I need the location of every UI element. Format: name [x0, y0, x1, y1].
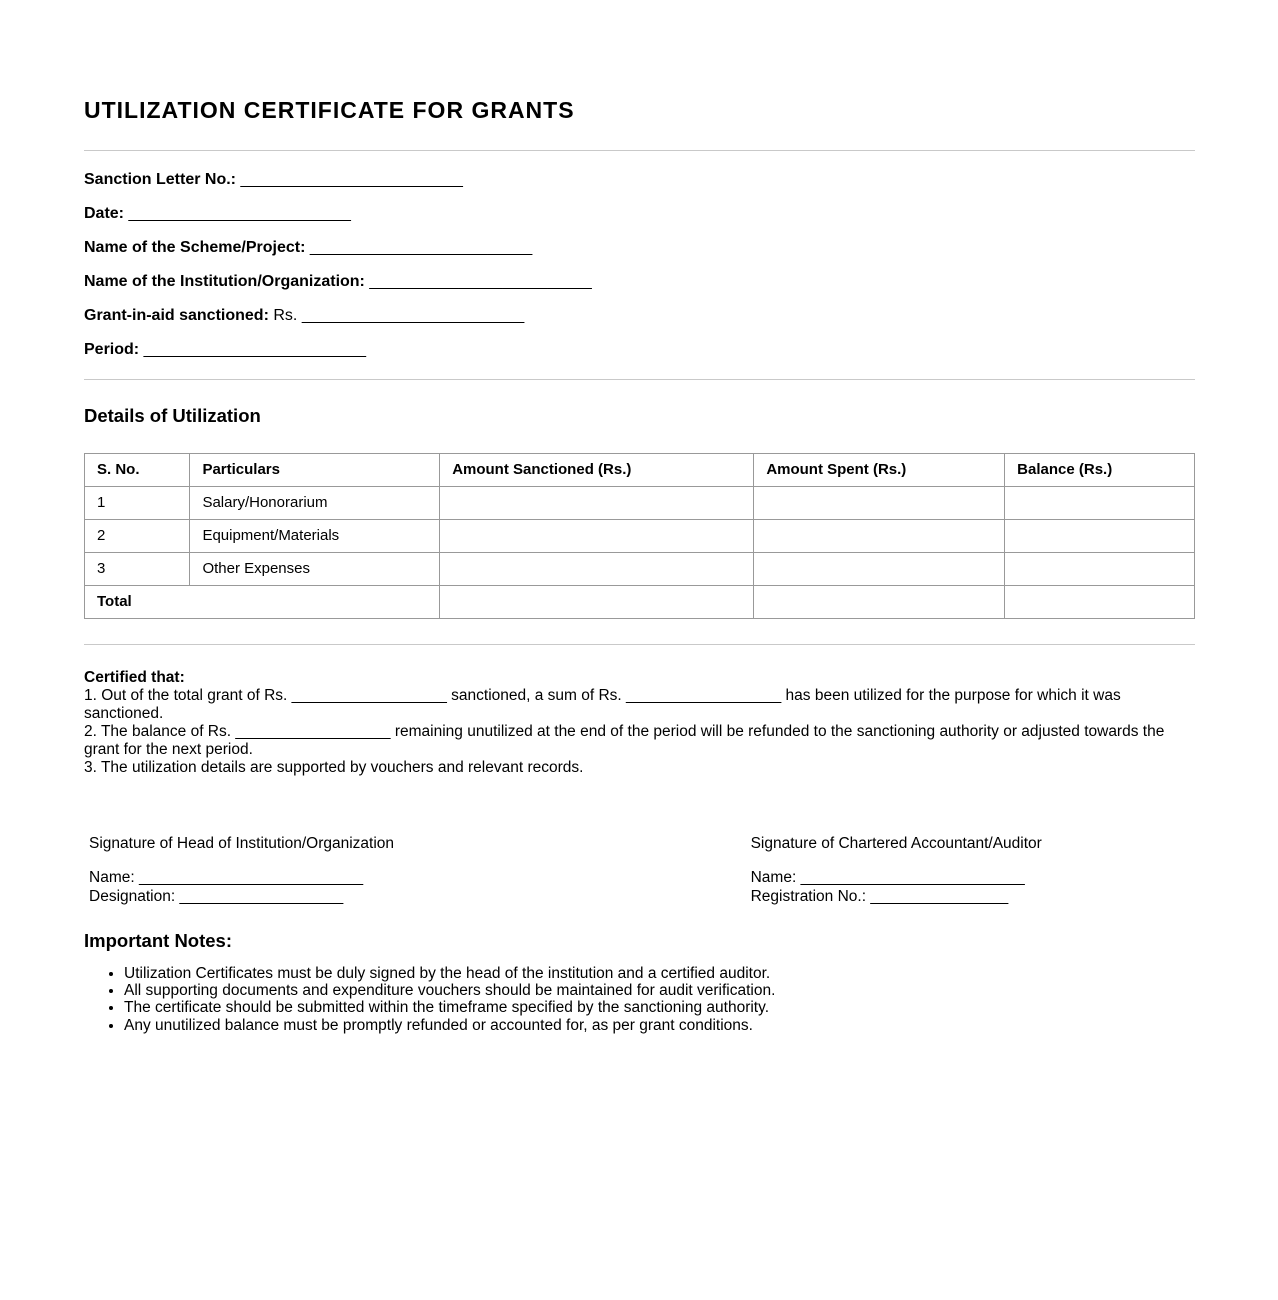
field-label: Registration No.:	[750, 887, 867, 905]
note-item: • All supporting documents and expenditure vouchers should be maintained for audit verification.	[124, 982, 1195, 999]
page-title: UTILIZATION CERTIFICATE FOR GRANTS	[84, 97, 575, 123]
clause-text: sanctioned, a sum of Rs.	[451, 686, 622, 704]
field-label: Name of the Institution/Organization:	[84, 272, 365, 290]
note-item: • The certificate should be submitted within the timeframe specified by the sanctioning authority.	[124, 999, 1195, 1016]
form-field-date	[84, 205, 1195, 223]
field-label: Sanction Letter No.:	[84, 170, 237, 188]
cell-amount-spent	[754, 486, 1005, 519]
cell-particulars: Salary/Honorarium	[190, 486, 440, 519]
col-header-amount-spent: Amount Spent (Rs.)	[754, 453, 1005, 486]
cell-particulars: Equipment/Materials	[190, 519, 440, 552]
col-header-amount-sanctioned: Amount Sanctioned (Rs.)	[440, 453, 754, 486]
table-total-row	[85, 585, 1195, 618]
clause-text: has been utilized for the purpose for which it was sanctioned.	[84, 686, 1121, 722]
blank-line: _________________________	[301, 306, 525, 324]
cell-amount-sanctioned	[440, 486, 754, 519]
signature-field-name	[89, 868, 751, 887]
cell-particulars: Other Expenses	[190, 552, 440, 585]
utilization-table	[84, 453, 1195, 619]
cell-amount-spent	[754, 552, 1005, 585]
blank-line: __________________________	[138, 868, 364, 886]
form-field-period	[84, 341, 1195, 359]
note-item: • Any unutilized balance must be promptly refunded or accounted for, as per grant conditions.	[124, 1017, 1195, 1034]
cell-sno: 3	[85, 552, 190, 585]
certification-section	[84, 669, 1195, 777]
blank-line: __________________________	[800, 868, 1025, 886]
blank-line: _________________________	[128, 204, 351, 222]
field-label: Date:	[84, 204, 125, 222]
signature-title: Signature of Chartered Accountant/Auditor	[750, 834, 1042, 852]
table-header-row	[85, 453, 1195, 486]
signature-field-designation	[89, 887, 751, 906]
col-header-particulars: Particulars	[190, 453, 440, 486]
important-notes-list	[84, 965, 1195, 1034]
field-prefix: Rs.	[273, 306, 298, 324]
cell-sno: 1	[85, 486, 190, 519]
table-row	[85, 552, 1195, 585]
total-label: Total	[97, 592, 132, 610]
blank-line: __________________	[235, 722, 391, 740]
clause-text: remaining unutilized at the end of the period will be refunded to the sanctioning authority or adjusted towards the grant for the next period.	[84, 722, 1165, 758]
blank-line: __________________	[291, 686, 447, 704]
form-field-grant-in-aid	[84, 307, 1195, 325]
field-label: Name:	[89, 868, 135, 886]
signature-section	[84, 835, 1195, 906]
cell-balance	[1005, 552, 1195, 585]
clause-text: 2. The balance of Rs.	[84, 722, 232, 740]
signature-block-chartered-accountant	[751, 835, 1195, 906]
signature-field-name	[751, 868, 1195, 887]
form-field-institution-organization	[84, 273, 1195, 291]
certification-clause-2	[84, 723, 1195, 759]
divider	[84, 150, 1195, 151]
blank-line: ________________	[870, 887, 1009, 905]
cell-amount-sanctioned	[440, 552, 754, 585]
field-label: Name of the Scheme/Project:	[84, 238, 306, 256]
cell-amount-spent	[754, 519, 1005, 552]
cell-total-sanctioned	[440, 585, 754, 618]
blank-line: ___________________	[179, 887, 344, 905]
certification-clause-3: 3. The utilization details are supported by vouchers and relevant records.	[84, 758, 584, 776]
cell-total-spent	[754, 585, 1005, 618]
col-header-balance: Balance (Rs.)	[1005, 453, 1195, 486]
blank-line: _________________________	[309, 238, 533, 256]
blank-line: __________________	[626, 686, 782, 704]
form-header-section	[84, 171, 1195, 359]
details-of-utilization-heading: Details of Utilization	[84, 404, 261, 426]
clause-text: 1. Out of the total grant of Rs.	[84, 686, 288, 704]
field-label: Name:	[750, 868, 797, 886]
cell-total-label	[85, 585, 440, 618]
signature-title: Signature of Head of Institution/Organization	[89, 834, 395, 852]
cell-amount-sanctioned	[440, 519, 754, 552]
cell-balance	[1005, 519, 1195, 552]
table-row	[85, 486, 1195, 519]
cell-sno: 2	[85, 519, 190, 552]
signature-block-head-of-institution	[84, 835, 751, 906]
blank-line: _________________________	[143, 340, 367, 358]
blank-line: _________________________	[240, 170, 463, 188]
important-notes-heading: Important Notes:	[84, 929, 232, 951]
field-label: Grant-in-aid sanctioned:	[84, 306, 269, 324]
signature-field-registration-no	[751, 887, 1195, 906]
certified-heading-label: Certified that:	[84, 668, 185, 686]
table-row	[85, 519, 1195, 552]
certified-heading	[84, 669, 1195, 687]
divider	[84, 379, 1195, 380]
col-header-sno: S. No.	[85, 453, 190, 486]
divider	[84, 644, 1195, 645]
form-field-sanction-letter-no	[84, 171, 1195, 189]
form-field-scheme-project	[84, 239, 1195, 257]
field-label: Designation:	[89, 887, 176, 905]
certification-clause-1	[84, 687, 1195, 723]
note-item: • Utilization Certificates must be duly signed by the head of the institution and a certified auditor.	[124, 965, 1195, 982]
blank-line: _________________________	[369, 272, 592, 290]
cell-total-balance	[1005, 585, 1195, 618]
cell-balance	[1005, 486, 1195, 519]
field-label: Period:	[84, 340, 140, 358]
